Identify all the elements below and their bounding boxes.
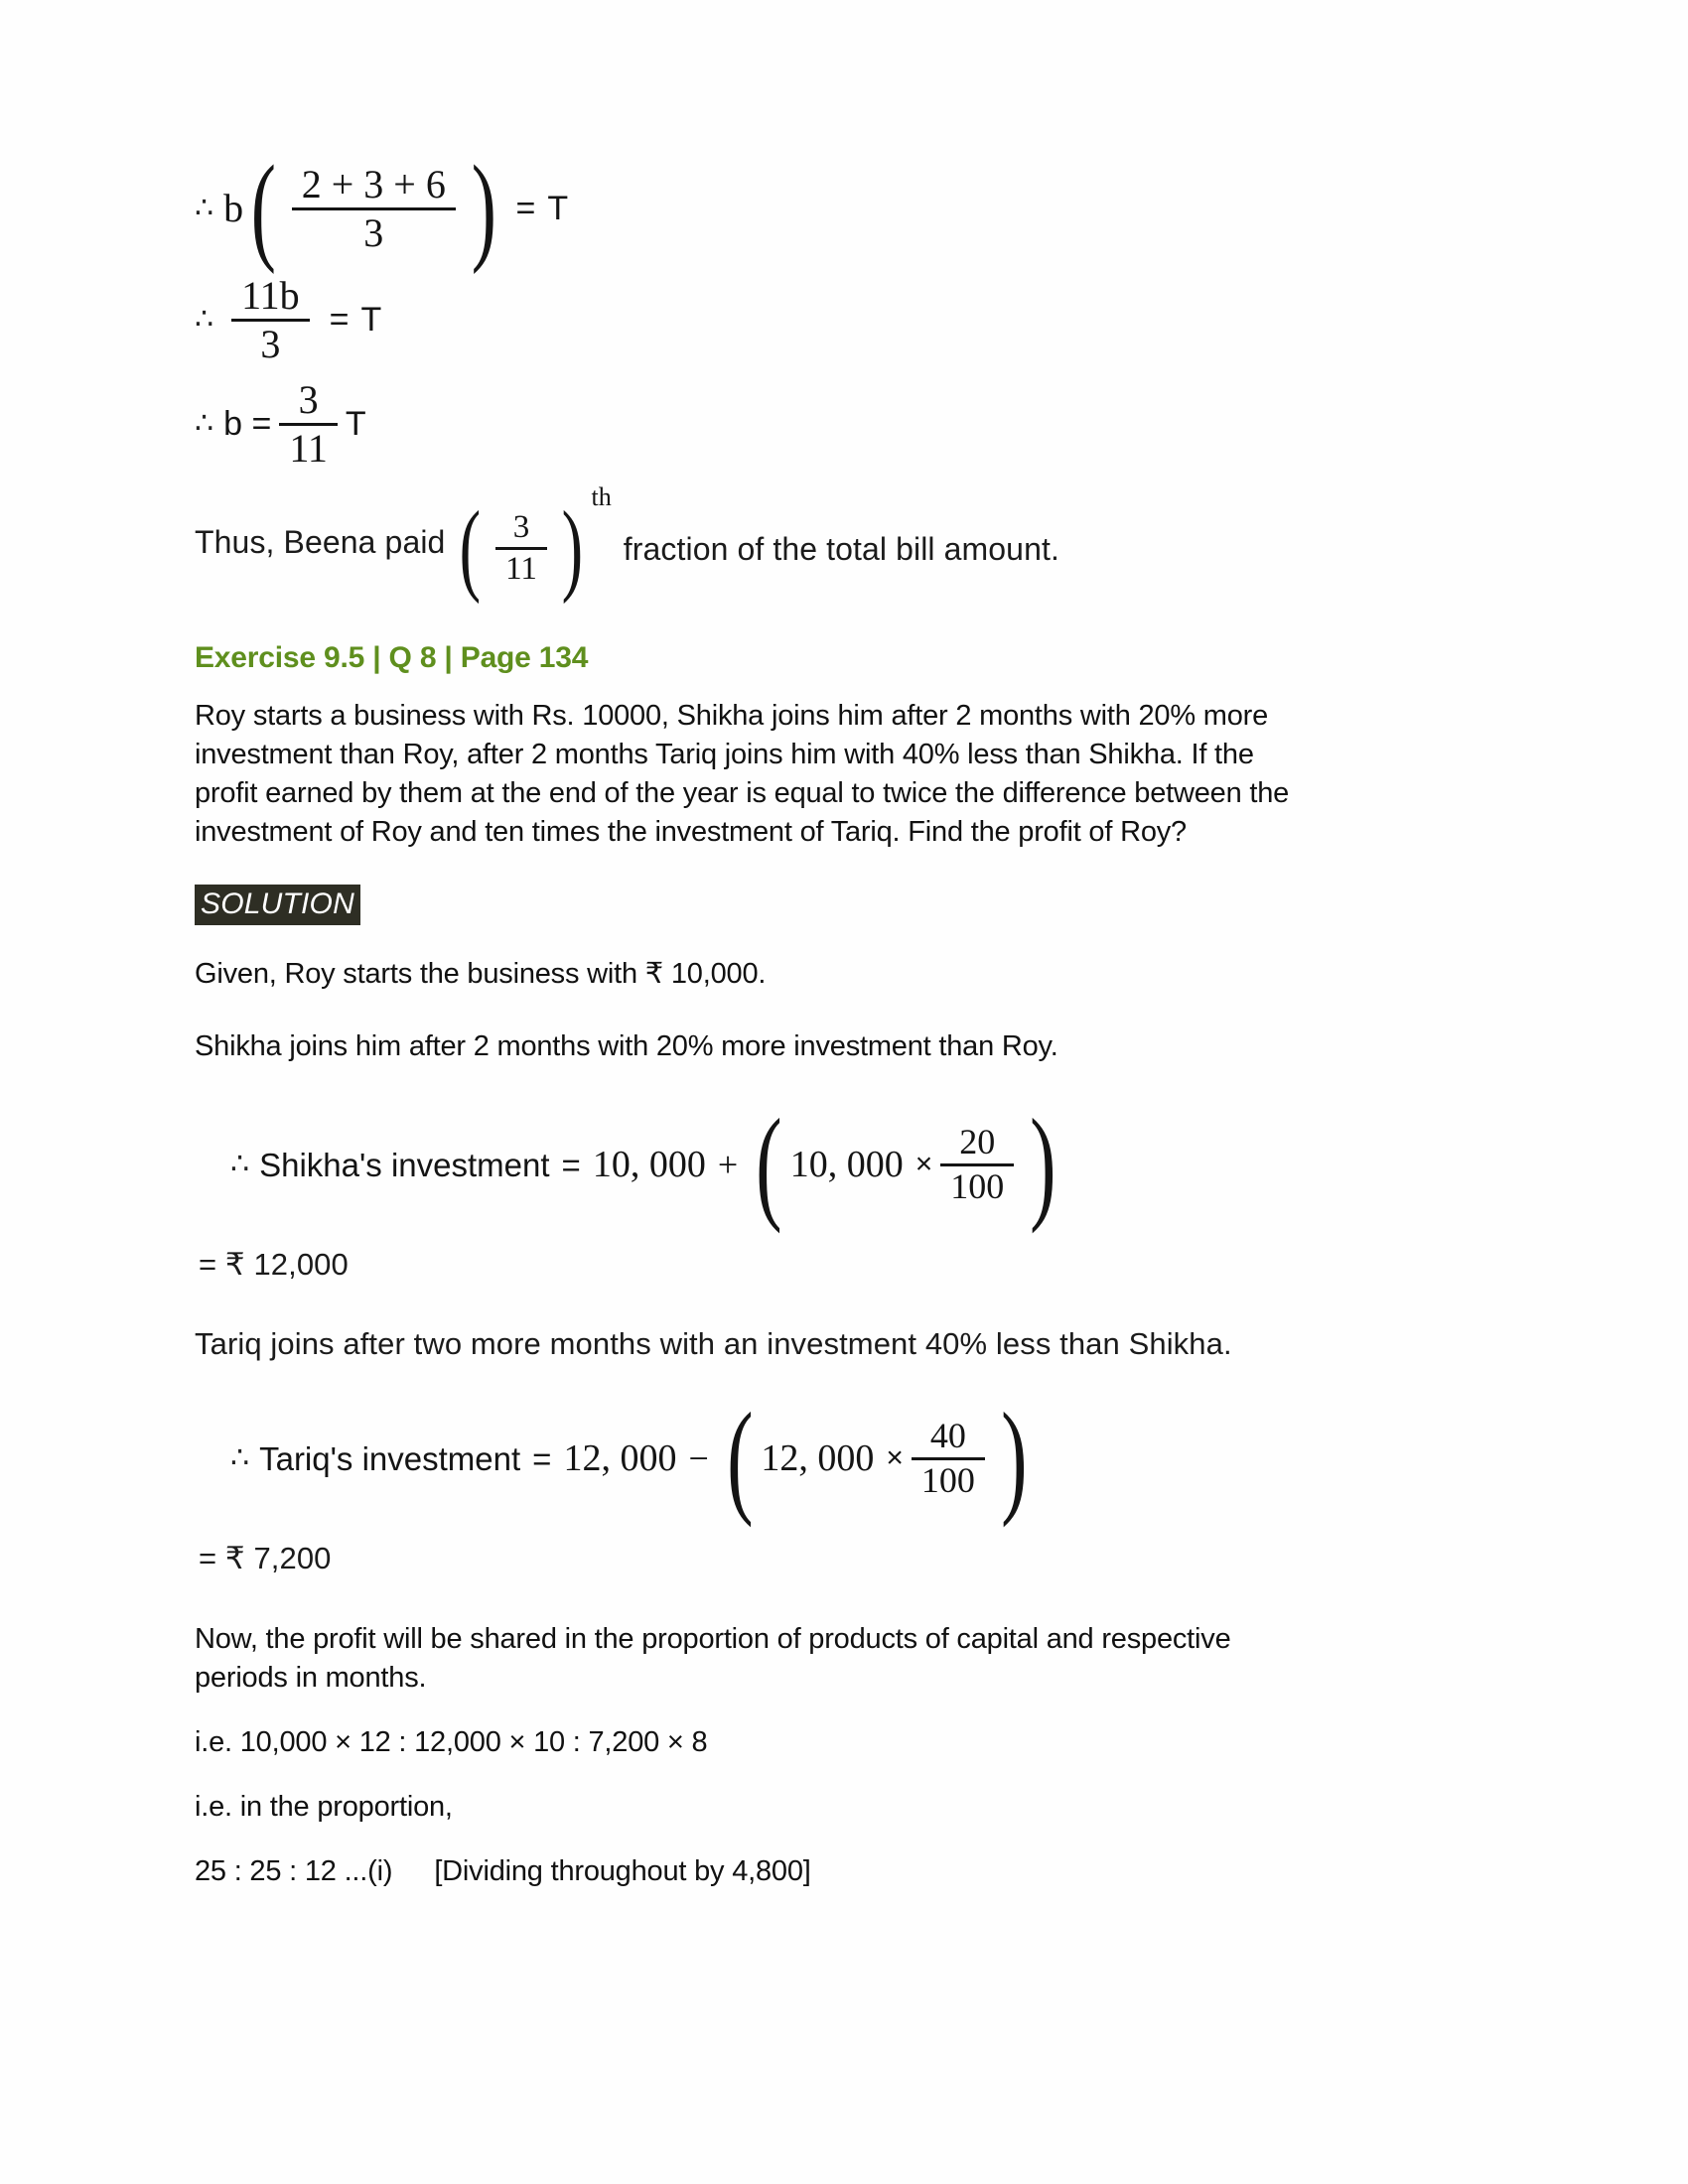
ratio-line: 25 : 25 : 12 ...(i) [195,1854,393,1887]
proportion-intro-line: Now, the profit will be shared in the proportion of products of capital and respective [195,1623,1231,1656]
right-paren-shikha: ) [1030,1093,1056,1235]
conclusion-line [195,482,1476,606]
shikha-equation-operator: + [717,1145,739,1185]
right-paren-tariq: ) [1001,1387,1028,1529]
question-line: Roy starts a business with Rs. 10000, Shikha joins him after 2 months with 20% more [195,700,1269,732]
equation-3-numerator: 3 [298,376,319,422]
tariq-investment-equation [195,1387,1476,1529]
therefore-symbol-3: ∴ [195,406,214,441]
tariq-equation-times: × [886,1441,904,1475]
tariq-equation-operator: − [688,1438,709,1479]
ratio-note: [Dividing throughout by 4,800] [434,1854,811,1887]
conclusion-fraction [495,508,547,588]
equation-3-denominator: 11 [289,425,328,471]
solution-shikha-line: Shikha joins him after 2 months with 20% more investment than Roy. [195,1030,1058,1063]
proportion-intro [195,1620,1476,1698]
solution-tariq-line: Tariq joins after two more months with an investment 40% less than Shikha. [195,1326,1232,1362]
question-line: profit earned by them at the end of the year is equal to twice the difference between the [195,776,1290,809]
equation-2-fraction [231,273,310,367]
equation-1-denominator: 3 [363,209,384,255]
tariq-equation-fraction [912,1416,985,1502]
tariq-equation-label: Tariq's investment [259,1439,521,1477]
tariq-investment-result: = ₹ 7,200 [199,1541,332,1576]
equation-2 [195,264,1476,375]
solution-label-wrap [195,885,1476,925]
solution-badge: SOLUTION [195,885,360,925]
equation-1-fraction [292,162,456,256]
conclusion-superscript: th [591,482,612,512]
therefore-symbol-2: ∴ [195,302,214,337]
shikha-equation-denominator: 100 [950,1165,1005,1206]
therefore-symbol-shikha: ∴ [230,1147,250,1182]
equation-3 [195,369,1476,478]
equation-2-numerator: 11b [241,272,300,318]
equation-3-fraction [279,377,338,472]
right-paren-1: ) [471,140,496,275]
ratio-line-row [195,1852,1476,1891]
shikha-equation-fraction [940,1122,1014,1208]
equation-2-denominator: 3 [260,321,281,366]
left-paren-shikha: ( [756,1093,782,1235]
equation-3-rhs: T [345,405,366,443]
conclusion-suffix: fraction of the total bill amount. [623,530,1059,567]
conclusion-prefix: Thus, Beena paid [195,523,446,560]
proportion-intro-2: i.e. in the proportion, [195,1790,453,1823]
shikha-equation-equals: = [561,1146,581,1183]
left-paren-1: ( [250,140,277,275]
tariq-equation-numerator: 40 [929,1415,966,1455]
shikha-investment-equation [195,1093,1476,1235]
shikha-equation-label: Shikha's investment [259,1146,550,1183]
equation-1-numerator: 2 + 3 + 6 [301,161,446,206]
equation-1-variable: b [223,186,244,230]
equation-3-lhs: b = [223,405,272,443]
equation-2-rhs: T [360,301,382,339]
equation-1-rhs: T [547,190,569,227]
question-paragraph [195,697,1476,851]
equation-1 [195,140,1476,275]
equation-1-equals: = [515,190,536,227]
conclusion-fraction-denominator: 11 [505,550,537,587]
question-line: investment than Roy, after 2 months Tariq joins him with 40% less than Shikha. If the [195,738,1254,770]
therefore-symbol-tariq: ∴ [230,1440,250,1476]
shikha-equation-paren-base: 10, 000 [789,1144,904,1186]
left-paren-conclusion: ( [460,490,482,606]
shikha-equation-base: 10, 000 [592,1144,706,1186]
therefore-symbol-1: ∴ [195,191,214,225]
conclusion-fraction-numerator: 3 [512,509,530,546]
tariq-equation-denominator: 100 [920,1459,975,1500]
proportion-intro-line: periods in months. [195,1662,427,1695]
tariq-equation-base: 12, 000 [563,1437,677,1480]
question-line: investment of Roy and ten times the investment of Tariq. Find the profit of Roy? [195,815,1187,848]
left-paren-tariq: ( [726,1387,754,1529]
right-paren-conclusion: ) [561,490,583,606]
exercise-header: Exercise 9.5 | Q 8 | Page 134 [195,641,589,674]
equation-2-equals: = [329,301,350,339]
shikha-investment-result: = ₹ 12,000 [199,1247,349,1283]
page-content [195,140,1476,1890]
tariq-equation-equals: = [532,1439,552,1477]
tariq-equation-paren-base: 12, 000 [761,1437,875,1480]
conclusion-fraction-group [453,482,612,606]
solution-given-line: Given, Roy starts the business with ₹ 10,000. [195,958,767,991]
shikha-equation-times: × [914,1148,933,1181]
products-line: i.e. 10,000 × 12 : 12,000 × 10 : 7,200 × 8 [195,1725,708,1758]
shikha-equation-numerator: 20 [959,1121,996,1161]
